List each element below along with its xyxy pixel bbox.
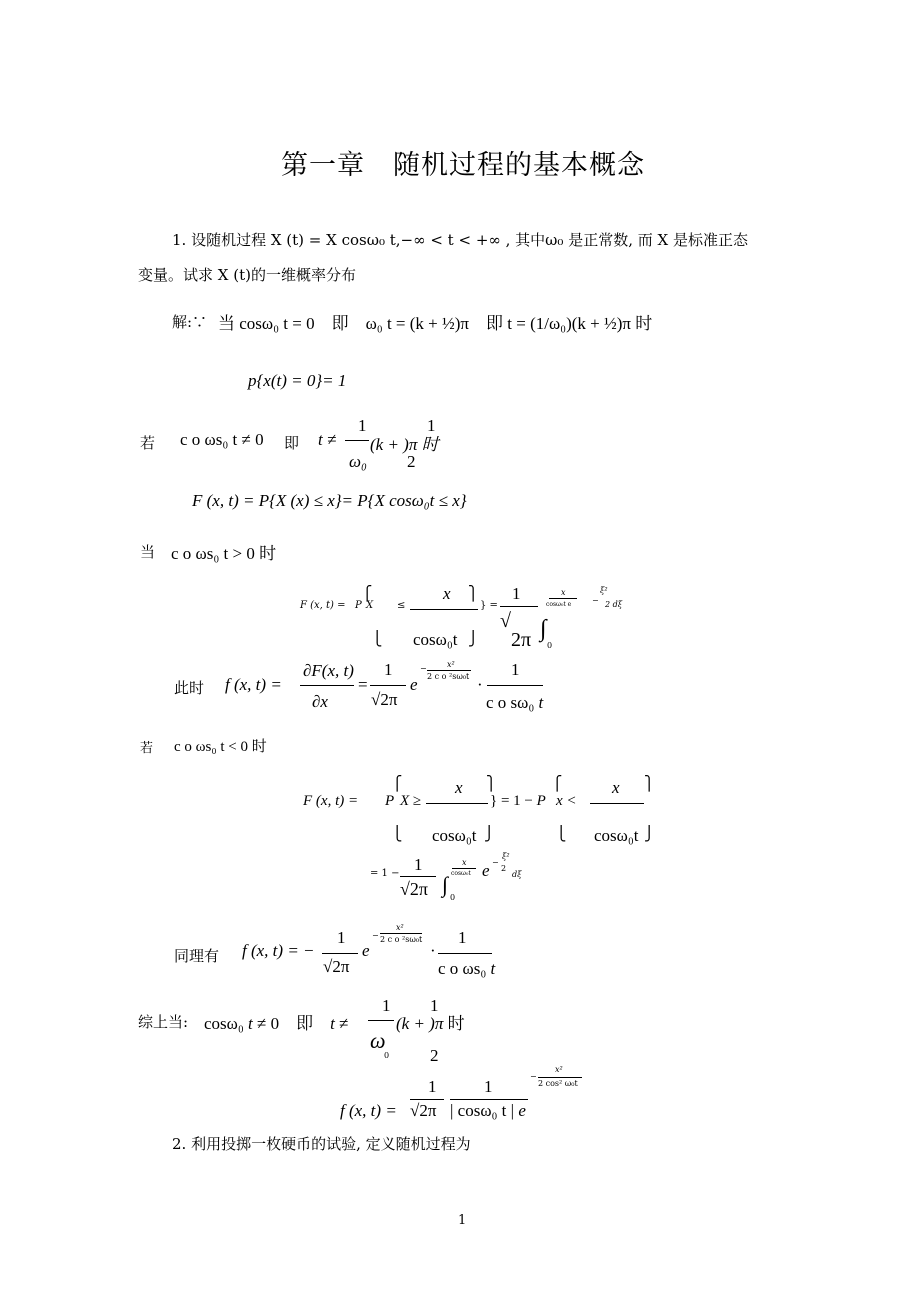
f-neg-e: e — [362, 941, 370, 960]
neg-brace-br-2: ⎭ — [644, 827, 655, 842]
f-neg-dot: · — [430, 941, 436, 960]
problem-1-text: 1. 设随机过程 X (t) = X cosω₀ t,−∞ < t < +∞ , 其中ω₀ 是正常数, 而 X 是标准正态 — [172, 231, 748, 249]
brace-top-right: ⎫ — [468, 587, 479, 602]
f-negative-lhs: f (x, t) = − — [242, 941, 315, 960]
F-neg-upper-x: x — [462, 858, 467, 867]
integral-lower: 0 — [547, 641, 553, 650]
sqrt-two-pi-2: √2π — [371, 690, 398, 709]
ruo-label-1: 若 — [140, 434, 156, 452]
f-final-exp-den: 2 cos² ω₀t — [538, 1079, 578, 1088]
problem-1-line-2: 变量。试求 X (t)的一维概率分布 — [138, 266, 356, 284]
F-positive-close: } = — [480, 600, 498, 611]
F-negative-den: cosω₀t — [432, 826, 477, 845]
F-neg-integral: ∫ — [442, 872, 449, 897]
upper-limit-cos: cosω₀t e — [546, 601, 572, 608]
eq-sign-2: = — [358, 675, 368, 694]
k-plus-expression: (k + )π 时 — [370, 435, 439, 454]
f-final-exp-x2: x² — [555, 1065, 563, 1074]
F-negative-x-lt: x < — [556, 793, 577, 809]
f-neg-recip-den: c o ωs₀ t — [438, 959, 496, 978]
upper-limit-bar — [549, 598, 577, 599]
F-negative-lhs: F (x, t) = — [303, 793, 359, 809]
ji-label: 即 — [284, 434, 300, 452]
page-title: 第一章 随机过程的基本概念 — [281, 150, 645, 181]
exp-xi2: ξ² — [600, 586, 608, 595]
f-final-one-a: 1 — [428, 1077, 437, 1096]
f-neg-recip-bar — [438, 953, 492, 954]
condition-negative: c o ωs₀ t < 0 时 — [174, 739, 267, 755]
coef-bar-2 — [370, 685, 406, 686]
neg-brace-bl: ⎩ — [392, 827, 403, 842]
f-final-exp-bar — [538, 1077, 582, 1078]
problem-1-line-1 — [172, 229, 748, 250]
upper-limit-x: x — [561, 588, 566, 597]
F-neg-exp-xi: ξ² — [502, 852, 510, 861]
F-neg-exp-minus: − — [492, 858, 499, 867]
f-neg-exp-den: 2 c o ²sω₀t — [380, 935, 423, 944]
F-neg-sqrt: √2π — [400, 879, 428, 899]
exp-minus: − — [592, 596, 599, 605]
tongli-label: 同理有 — [174, 947, 220, 965]
summary-half-one: 1 — [430, 996, 439, 1015]
f-neg-sqrt: √2π — [323, 957, 350, 976]
F-neg-upper-bar — [452, 868, 476, 869]
exp-x2-2: x² — [447, 660, 455, 669]
summary-omega: ω — [370, 1028, 386, 1053]
F-positive-lhs: F (x, t) = — [300, 600, 346, 611]
cishi-label: 此时 — [174, 679, 205, 697]
f-final-exp-minus: − — [530, 1072, 537, 1081]
two-pi: 2π — [511, 629, 532, 651]
summary-half-two: 2 — [430, 1046, 439, 1065]
f-neg-exp-x2: x² — [396, 923, 404, 932]
brace-top-left: ⎧ — [362, 587, 373, 602]
exp-bar-2 — [427, 670, 471, 671]
partial-fraction-bar — [300, 685, 354, 686]
half-den: 2 — [407, 452, 416, 471]
F-positive-le: ≤ — [397, 600, 406, 611]
neg-brace-tr-2: ⎫ — [644, 777, 655, 792]
dot-2: · — [477, 675, 483, 694]
F-neg-upper-cos: cosω₀t — [451, 870, 471, 877]
sqrt-symbol: √ — [500, 610, 511, 632]
exp-den-2: 2 c o ²sω₀t — [427, 672, 470, 681]
f-neg-coef-bar — [322, 953, 358, 954]
summary-omega-sub: 0 — [384, 1051, 390, 1060]
F-neg-e: e — [482, 861, 490, 880]
condition-not-zero: c o ωs₀ t ≠ 0 — [180, 430, 264, 449]
coef-one: 1 — [512, 584, 521, 603]
f-positive-lhs: f (x, t) = — [225, 675, 282, 694]
partial-x-den: ∂x — [312, 692, 328, 711]
exp-dxi: 2 dξ — [605, 600, 623, 609]
neg-brace-tl-2: ⎧ — [552, 777, 563, 792]
t-neq-symbol: t ≠ — [318, 430, 337, 449]
frac-num-one: 1 — [358, 416, 367, 435]
probability-zero-equation: p{x(t) = 0}= 1 — [248, 371, 347, 390]
F-neg-coef-bar — [400, 876, 436, 877]
half-num: 1 — [427, 416, 436, 435]
neg-brace-bl-2: ⎩ — [556, 827, 567, 842]
page-number: 1 — [458, 1213, 467, 1228]
f-final-sqrt: √2π — [410, 1101, 437, 1120]
solution-equation: 当 cosω₀ t = 0 即 ω₀ t = (k + ½)π 即 t = (1/ω₀)(k + ½)π 时 — [218, 314, 653, 333]
dang-label: 当 — [140, 543, 156, 561]
F-positive-X: X — [366, 600, 374, 611]
F-neg-coef-one: 1 — [414, 855, 423, 874]
summary-frac-one: 1 — [382, 996, 391, 1015]
F-negative-2-lhs: = 1 − — [370, 868, 400, 879]
F-negative-mid: } = 1 − P — [490, 793, 546, 809]
F-negative-X-ge: X ≥ — [400, 793, 422, 809]
F-negative-bar — [426, 803, 488, 804]
neg-brace-br: ⎭ — [484, 827, 495, 842]
f-final-lhs: f (x, t) = — [340, 1101, 397, 1120]
F-negative-x-num: x — [455, 778, 463, 797]
F-neg-int-lower: 0 — [450, 893, 456, 902]
neg-brace-tl: ⎧ — [392, 777, 403, 792]
summary-condition: cosω₀ t ≠ 0 即 t ≠ — [204, 1014, 349, 1033]
F-negative-P: P — [385, 793, 395, 809]
zongshang-label: 综上当: — [138, 1013, 189, 1031]
f-neg-coef-one: 1 — [337, 928, 346, 947]
F-positive-P: P — [355, 600, 362, 611]
solution-label: 解:∵ — [172, 313, 208, 331]
condition-positive: c o ωs₀ t > 0 时 — [171, 544, 277, 563]
f-final-den: | cosω₀ t | e — [450, 1101, 526, 1120]
f-final-one-b: 1 — [484, 1077, 493, 1096]
exp-minus-2: − — [420, 664, 427, 673]
problem-2-text: 2. 利用投掷一枚硬币的试验, 定义随机过程为 — [172, 1135, 471, 1153]
f-neg-recip-one: 1 — [458, 928, 467, 947]
summary-frac-bar — [368, 1020, 394, 1021]
f-final-bar-a — [410, 1099, 444, 1100]
coef-one-2: 1 — [384, 660, 393, 679]
partial-F-num: ∂F(x, t) — [303, 661, 354, 680]
neg-brace-tr: ⎫ — [486, 777, 497, 792]
F-negative-x-num-2: x — [612, 778, 620, 797]
F-positive-x-num: x — [443, 584, 451, 603]
recip-one-2: 1 — [511, 660, 520, 679]
recip-den-2: c o sω₀ t — [486, 693, 544, 712]
F-neg-dxi: dξ — [512, 870, 522, 879]
f-final-bar-b — [450, 1099, 528, 1100]
ruo-label-2: 若 — [140, 741, 154, 756]
F-neg-exp-2: 2 — [501, 864, 507, 873]
F-positive-cos-den: cosω₀t — [413, 630, 458, 649]
fraction-bar — [345, 440, 369, 441]
recip-bar-2 — [487, 685, 543, 686]
coef-fraction-bar — [500, 606, 538, 607]
brace-bottom-right: ⎭ — [468, 632, 479, 647]
integral-sign: ∫ — [540, 616, 547, 642]
frac-den-omega0: ω₀ — [349, 452, 367, 471]
brace-bottom-left: ⎩ — [372, 632, 383, 647]
summary-k-expr: (k + )π 时 — [396, 1014, 465, 1033]
F-negative-den-2: cosω₀t — [594, 826, 639, 845]
F-positive-fraction-bar — [410, 609, 478, 610]
f-neg-exp-minus: − — [372, 931, 379, 940]
distribution-definition: F (x, t) = P{X (x) ≤ x}= P{X cosω₀t ≤ x} — [192, 491, 467, 510]
F-negative-bar-2 — [590, 803, 644, 804]
f-neg-exp-bar — [380, 933, 422, 934]
exp-e-2: e — [410, 675, 418, 694]
